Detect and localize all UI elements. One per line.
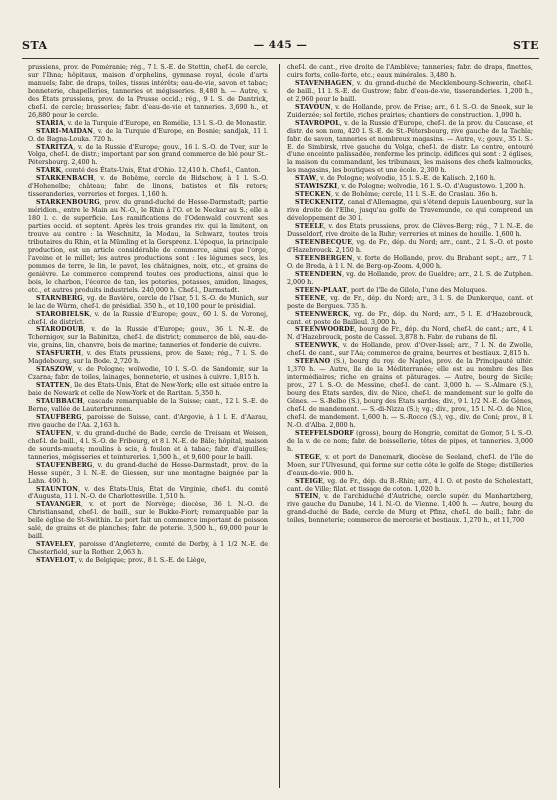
entry-headword: STATTEN	[36, 382, 71, 390]
dictionary-entry	[28, 295, 268, 311]
entry-headword: STEENBERGEN	[295, 254, 353, 262]
dictionary-entry	[287, 295, 533, 311]
dictionary-entry	[287, 255, 533, 271]
dictionary-entry	[287, 64, 533, 80]
entry-text: , paroisse de Suisse, cant. d'Argovie, à 1 l. E. d'Aarau, rive gauche de l'Aa. 2,163 h.	[28, 413, 268, 429]
entry-text: , v. de la Turquie d'Europe, en Romélie, 13 l. S.-O. de Monastir.	[63, 119, 267, 127]
entry-text: , v. de Bohême, cercle de Bidschow, à 1 l. S.-O. d'Hohenelbe; château; fabr. de linons, batistes et fils retors; tisseranderies, verreries et forges. 1,160 h.	[28, 175, 268, 199]
dictionary-entry	[28, 199, 268, 294]
entry-text: , v. du grand-duché de Mecklenbourg-Schwerin, chef-l. de baill., 11 l. S.-E. de Gustrow; fabr. d'eau-de-vie, tisseranderies. 1,200 h., et 2,960 pour le baill.	[287, 79, 533, 103]
header-left-keyword: STA	[22, 38, 48, 52]
entry-headword: STECKEN	[295, 191, 332, 199]
dictionary-entry	[287, 311, 533, 327]
entry-headword: STARNBERG	[36, 294, 83, 302]
entry-text: , vg. de Fr., dép. du B.-Rhin; arr., 4 l. O. et poste de Schelestatt, cant. de Ville; filat. et tissage de coton. 1,020 h.	[287, 477, 533, 493]
header-right-keyword: STE	[512, 38, 539, 52]
dictionary-entry	[28, 175, 268, 199]
entry-headword: STECKENITZ	[295, 199, 344, 207]
dictionary-entry	[28, 414, 268, 430]
entry-text: , v. des États prussiens, prov. de Clèves-Berg; rég., 7 l. N.-E. de Dusseldorf, rive droite de la Ruhr; verreries et mines de houille. 1,600 h.	[287, 223, 533, 239]
entry-headword: STEENWYK	[295, 342, 338, 350]
entry-text: , v. de Hollande, prov. de Frise; arr., 6 l. S.-O. de Sneek, sur le Zuiderzée; sol fertile, riches prairies; chantiers de construction. 1,090 h.	[287, 103, 533, 119]
entry-headword: STAW	[295, 175, 317, 183]
dictionary-entry	[28, 311, 268, 327]
entry-text: , comté des États-Unis, État d'Ohio. 12,410 h. Chef-l., Canton.	[61, 167, 261, 175]
entry-text: , v. de Belgique; prov., 8 l. S.-E. de Liège,	[74, 557, 207, 565]
entry-headword: STEIN	[295, 493, 319, 501]
entry-headword: STEELE	[295, 223, 324, 231]
entry-headword: STEGE	[295, 453, 320, 461]
entry-text: , port de l'île de Gilolo, l'une des Moluques.	[346, 286, 487, 294]
dictionary-entry	[287, 80, 533, 104]
entry-headword: STEENWERCK	[295, 310, 349, 318]
dictionary-entry	[287, 342, 533, 358]
entry-text: , v. de Hollande, prov. d'Over-Issel; arr., 7 l. N. de Zwolle, chef-l. de cant., sur l'Aa; commerce de grains, beurres et bestiaux. 2,815 h.	[287, 342, 533, 358]
dictionary-entry	[287, 478, 533, 494]
entry-text: , v. de Pologne; woïvodie, 15 l. S.-E. de Kalisch. 2,160 h.	[316, 175, 496, 183]
entry-headword: STAUFEN	[36, 429, 72, 437]
entry-headword: STASZOW	[36, 366, 73, 374]
left-column	[28, 64, 268, 790]
right-column	[287, 64, 533, 790]
entry-headword: STAVANGER	[36, 501, 81, 509]
entry-headword: STASFURTH	[36, 350, 82, 358]
dictionary-entry	[28, 382, 268, 398]
dictionary-entry	[287, 120, 533, 176]
dictionary-entry	[287, 326, 533, 342]
running-header	[22, 38, 539, 52]
dictionary-entry	[287, 104, 533, 120]
entry-headword: STARODOUB	[36, 326, 84, 334]
dictionary-entry	[28, 144, 268, 168]
dictionary-entry	[287, 239, 533, 255]
entry-text: , vg. de Fr., dép. du Nord; arr., 3 l. S. de Dunkerque, cant. et poste de Bergues. 735 h.	[287, 294, 533, 310]
entry-text: , v. des États prussiens, prov. de Saxe; rég., 7 l. S. de Magdebourg, sur la Bode. 2,720 h.	[28, 350, 268, 366]
entry-text: , v. de la Russie d'Europe; gouv., 36 l. N.-E. de Tchernigov, sur la Babinitza, chef-l. de district; commerce de blé, eau-de-vie, grains, lin, chanvre, bois de marine; tanneries et fonderie de cuivre.	[28, 326, 268, 350]
dictionary-entry	[28, 366, 268, 382]
entry-text: , vg. de Bavière, cercle de l'Isar, 5 l. S.-O. de Munich, sur le lac de Würm, chef-l. de présidial. 350 h., et 10,100 pour le présidial.	[28, 294, 268, 310]
entry-headword: STAVELOT	[36, 557, 75, 565]
entry-text: , v. de la Russie d'Europe, chef-l. de la prov. du Caucase, et distr. de son nom, 420 l. S.-E. de St.-Pétersbourg, rive gauche de la Tachla; fabr. de savon, tanneries et nombreux magasins. — Autre, v.; gouv., 35 l. S.-E. de Simbirsk, rive gauche du Volga, chef-l. de distr. Le centre, entouré d'une enceinte palissadée, renferme les princip. édifices qui sont : 2 églises, la maison du commandant, les tribunaux, les maisons des chefs kalmoucks, les magasins, les boutiques et une école. 2,300 h.	[287, 119, 533, 175]
dictionary-entry	[287, 199, 533, 223]
dictionary-entry	[287, 358, 533, 430]
dictionary-entry	[287, 223, 533, 239]
dictionary-entry	[28, 398, 268, 414]
entry-text: , v. de l'archiduché d'Autriche, cercle supér. du Manhartzberg, rive gauche du Danube, 14 l. N.-O. de Vienne. 1,400 h. — Autre, bourg du grand-duché de Bade, cercle de Murg et Pfinz, chef-l. de baill.; fabr. de toiles, bonneterie; commerce de mercerie et bestiaux. 1,270 h., et 11,700	[287, 493, 533, 525]
entry-text: , v. du grand-duché de Hesse-Darmstadt, prov. de la Hesse supér., 3 l. N.-E. de Giessen, sur une montagne baignée par la Lahn. 490 h.	[28, 461, 268, 485]
entry-headword: STEIGE	[295, 477, 323, 485]
dictionary-entry	[28, 430, 268, 462]
entry-text: , canal d'Allemagne, qui s'étend depuis Lauenbourg, sur la rive droite de l'Elbe, jusqu'au golfe de Travemunde, ce qui comprend un développement de 30 l.	[287, 199, 533, 223]
entry-text: , bourg de Fr., dép. du Nord, chef-l. de cant.; arr., 4 l. N. d'Hazebrouck, poste de Cassel. 3,878 h. Fabr. de rubans de fil.	[287, 326, 533, 342]
column-divider	[279, 64, 280, 788]
dictionary-entry	[287, 430, 533, 454]
entry-text: , paroisse d'Angleterre, comté de Derby, à 1 1/2 N.-E. de Chesterfield, sur la Rother. 2,063 h.	[28, 541, 268, 557]
entry-headword: STEENBECQUE	[295, 238, 353, 246]
entry-headword: STAVOUN	[295, 103, 331, 111]
entry-headword: STAUNTON	[36, 485, 79, 493]
dictionary-entry	[28, 350, 268, 366]
entry-headword: STARITZA	[36, 143, 74, 151]
entry-headword: STARKENBOURG	[36, 199, 100, 207]
dictionary-entry	[287, 493, 533, 525]
dictionary-entry	[28, 128, 268, 144]
entry-text: , v. du grand-duché de Bade, cercle de Treisam et Weisen, chef-l. de baill., 4 l. S.-O. de Fribourg, et 8 l. N.-E. de Bâle; hôpital, maison de sourds-muets; moulins à scie, à foulon et à tabac; fabr. d'aiguilles; tanneries, mégisseries et teintureries. 1,500 h., et 9,600 pour le baill.	[28, 429, 268, 461]
entry-headword: STAVELEY	[36, 541, 74, 549]
entry-text: , vg. de Fr., dép. du Nord; arr., 5 l. E. d'Hazebrouck, cant. et poste de Bailleul. 3,000 h.	[287, 310, 533, 326]
entry-text: chef-l. de cant., rive droite de l'Amblève; tanneries; fabr. de draps, finettes, cuirs forts, colle-forte, etc.; eaux minérales. 3,480 h.	[287, 64, 533, 79]
dictionary-entry	[28, 486, 268, 502]
dictionary-entry	[28, 462, 268, 486]
header-rule	[22, 58, 539, 59]
page-number: — 445 —	[253, 39, 308, 51]
entry-headword: STEENWOORDE	[295, 326, 355, 334]
dictionary-entry	[28, 64, 268, 120]
entry-text: , v. forte de Hollande, prov. du Brabant sept.; arr., 7 l. O. de Breda, à 1 l. N. de Berg-op-Zoom. 4,000 h.	[287, 254, 533, 270]
entry-text: , v. de la Russie d'Europe; gouv., 16 l. S.-O. de Tver, sur le Volga, chef-l. de distr.; important par son grand commerce de blé pour St.-Pétersbourg. 2,400 h.	[28, 143, 268, 167]
entry-text: , cascade remarquable de la Suisse; cant., 12 l. S.-E. de Berne, vallée de Lauterbrunnen.	[28, 398, 268, 413]
entry-headword: STARK	[36, 167, 62, 175]
entry-text: , v. de Pologne; woïvodie, 16 l. S.-O. d'Augustowo. 1,200 h.	[337, 183, 526, 191]
entry-text: , v. de la Turquie d'Europe, en Bosnie; sandjak, 11 l. O. de Bagna-Louka. 720 h.	[28, 127, 268, 143]
entry-text: prussiens, prov. de Poméranie; rég., 7 l. S.-E. de Stettin, chef-l. de cercle, sur l'Ihna; hôpitaux, maison d'orphelins, gymnase royal, école d'arts manuels; fabr. de draps, toiles, tissus intérêts; eau-de-vie, savon et tabac; bonneterie, chapelleries, tanneries et mégisseries. 8,480 h. — Autre, v. des États prussiens, prov. de la Prusse occid.; rég., 9 l. S. de Dantrick, chef-l. de cercle; brasseries; fabr. d'eau-de-vie et tanneries. 3,690 h., et 26,880 pour le cercle.	[28, 64, 268, 119]
entry-text: , vg. de Fr., dép. du Nord; arr., cant., 2 l. S.-O. et poste d'Hazebrouck. 2,150 h.	[287, 238, 533, 254]
dictionary-entry	[28, 501, 268, 541]
entry-text: (gross), bourg de Hongrie, comitat de Gomor, 5 l. S.-O. de la v. de ce nom; fabr. de boissellerie, têtes de pipes, et tanneries. 3,000 h.	[287, 429, 533, 453]
entry-headword: STAVROPOL	[295, 119, 340, 127]
dictionary-entry	[287, 454, 533, 478]
entry-text: , v. de Bohême; cercle, 11 l. S.-E. de Craslau. 36o h.	[331, 191, 498, 199]
entry-headword: STAUFBERG	[36, 413, 82, 421]
entry-text: , v. et port de Danemark, diocèse de Seeland, chef-l. de l'île de Moen, sur l'Ulvesund, qui forme sur cette côte le golfe de Stege; distilleries d'eaux-de-vie. 900 h.	[287, 453, 533, 477]
entry-text: , prov. du grand-duché de Hesse-Darmstadt; partie méridion., entre le Main au N.-O., le Rhin à l'O. et le Neckar au S.; elle a 180 l. c. de superficie. Les ramifications de l'Odenwald couvrent ses parties occid. et septent. Après les trois grandes riv. qui la limitent, on trouve au centre : la Weschnitz, la Modau, la Schwarz, toutes trois tributaires du Rhin, et la Mümling et la Gersprenz. L'époque, la principale production, est un article considérable de commerce, ainsi que l'orge, l'avoine et le millet; les autres productions sont : les légumes secs, les pommes de terre, le lin, le pavot, les châtaignes, noix, etc., et grains de genièvre. Le commerce comprend toutes ces productions, ainsi que le bois, le charbon, l'écorce de tan, les poteries, potasses, amidon, linages, etc., et autres produits industriels. 240,000 h. Chef-l., Darmstadt.	[28, 199, 268, 294]
entry-headword: STARIA	[36, 119, 64, 127]
entry-text: , v. de la Russie d'Europe; gouv., 60 l. S. de Voronej, chef-l. de district.	[28, 310, 268, 326]
dictionary-entry	[287, 191, 533, 199]
entry-headword: STAVENHAGEN	[295, 79, 353, 87]
entry-headword: STEFANO	[295, 358, 331, 366]
entry-text: , v. des États-Unis, État de Virginie, chef-l. du comté d'Augusta, 11 l. N.-O. de Charlottesville. 1,510 h.	[28, 485, 268, 501]
entry-text: , v. et port de Norvège; diocèse, 36 l. N.-O. de Christiansand, chef-l. de baill., sur le Bukke-Fiort; remarquable par la belle église de St-Swithin. Le port fait un commerce important de poisson salé, de grains et de planches; fabr. de poterie. 3,500 h., 69,000 pour le baill.	[28, 501, 268, 541]
entry-headword: STAUBBACH	[36, 398, 83, 406]
entry-text: (S.), bourg du roy. de Naples, prov. de la Principauté ultér. 1,370 h. — Autre, île de la Méditerranée; elle est au nombre des îles intermédiaires; riche en grains et pâturages. — Autre, bourg de Sicile; prov., 27 l. S.-O. de Messine, chef-l. de cant. 3,000 h. — S.-Almare (S.), bourg des États sardes, div. de Nice, chef-l. de mandement sur le golfe de Gênes. — S.-Belbo (S.), bourg des États sardes; div., 9 l. 1/2 N.-E. de Gênes, chef-l. de mandement. — S.-di-Nizza (S.); vg.; div., prov., 15 l. N.-O. de Nice, chef-l. de mandement. 1,600 h. — S.-Rocco (S.), vg., div. de Coni; prov., 8 l. N.-O. d'Alba. 2,000 h.	[287, 358, 533, 429]
entry-headword: STEENDERN	[295, 270, 343, 278]
entry-headword: STAUFENBERG	[36, 461, 93, 469]
dictionary-entry	[28, 326, 268, 350]
dictionary-entry	[28, 541, 268, 557]
entry-text: , île des États-Unis, État de New-York; elle est située entre la baie de Newark et celle de New-York et de Raritan. 5,350 h.	[28, 382, 268, 398]
entry-headword: STEEN-PLAAT	[295, 286, 347, 294]
dictionary-entry	[28, 557, 268, 565]
dictionary-entry	[28, 120, 268, 128]
dictionary-entry	[287, 271, 533, 287]
entry-headword: STARI-MAIDAN	[36, 127, 94, 135]
entry-headword: STARKENBACH	[36, 175, 94, 183]
entry-text: , vg. de Hollande, prov. de Gueldre; arr., 2 l. S. de Zutphen. 2,000 h.	[287, 270, 533, 286]
entry-headword: STAWISZKI	[295, 183, 338, 191]
entry-text: , v. de Pologne; woïwodie, 10 l. S.-O. de Sandomir, sur la Czarna; fabr. de toiles, lainages, bonneterie, et usines à cuivre. 1,815 h.	[28, 366, 268, 382]
entry-headword: STEFFELSDORF	[295, 429, 355, 437]
entry-headword: STEENE	[295, 294, 326, 302]
dictionary-entry	[287, 287, 533, 295]
entry-headword: STAROBIELSK	[36, 310, 90, 318]
